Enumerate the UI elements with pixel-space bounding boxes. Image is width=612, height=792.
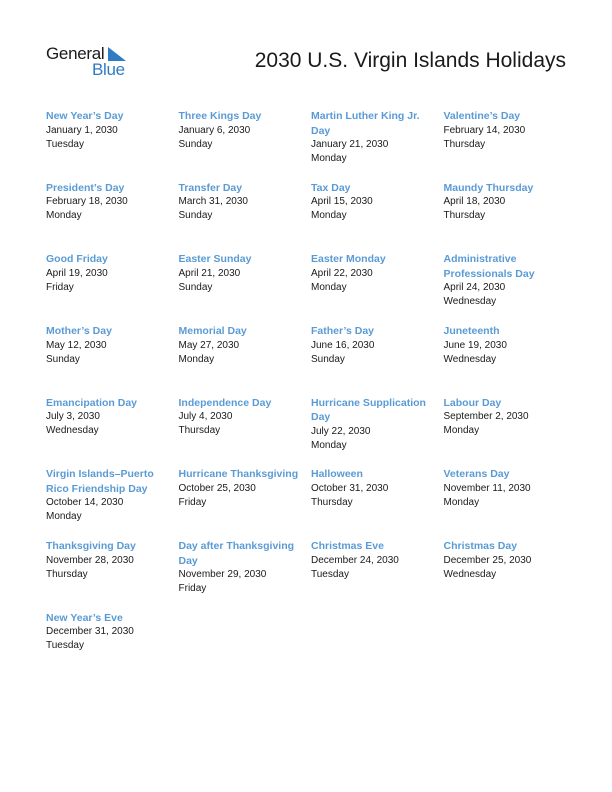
holiday-weekday: Thursday <box>443 138 486 150</box>
holiday-name: President’s Day <box>46 181 125 194</box>
holiday-item <box>179 324 312 396</box>
holiday-date: October 25, 2030 <box>178 482 256 494</box>
holiday-date: July 4, 2030 <box>178 411 233 423</box>
logo-text-general: General <box>46 44 105 63</box>
holiday-name: Day after Thanksgiving Day <box>178 540 295 567</box>
holiday-weekday: Monday <box>46 511 82 523</box>
holiday-date: July 3, 2030 <box>46 411 100 423</box>
holiday-name: Administrative Professionals Day <box>443 253 535 280</box>
holiday-weekday: Thursday <box>443 210 486 222</box>
holiday-item <box>444 396 577 468</box>
holiday-item <box>46 467 179 539</box>
holiday-date: December 25, 2030 <box>443 554 532 566</box>
holiday-name: Tax Day <box>311 181 351 194</box>
holiday-weekday: Sunday <box>178 281 213 293</box>
holiday-name: Valentine’s Day <box>443 110 521 122</box>
holiday-name: Juneteenth <box>443 325 500 338</box>
holiday-item <box>179 396 312 468</box>
holiday-weekday: Monday <box>311 281 347 293</box>
holiday-weekday: Thursday <box>46 568 88 580</box>
holiday-name: Three Kings Day <box>178 110 262 122</box>
holiday-item <box>179 539 312 611</box>
holiday-grid <box>46 109 576 683</box>
holiday-name: Virgin Islands–Puerto Rico Friendship Day <box>46 468 154 495</box>
holiday-date: January 6, 2030 <box>178 124 251 136</box>
holiday-date: June 16, 2030 <box>311 339 375 351</box>
holiday-item <box>46 181 179 253</box>
holiday-date: April 19, 2030 <box>46 267 108 279</box>
holiday-date: April 15, 2030 <box>311 196 373 208</box>
holiday-weekday: Thursday <box>311 496 353 508</box>
holiday-weekday: Wednesday <box>443 353 497 365</box>
holiday-item <box>46 539 179 611</box>
holiday-weekday: Friday <box>178 496 207 508</box>
holiday-date: May 27, 2030 <box>178 339 240 351</box>
holiday-weekday: Monday <box>46 210 82 222</box>
holiday-date: October 31, 2030 <box>311 482 389 494</box>
holiday-weekday: Monday <box>311 210 347 222</box>
logo-triangle-icon <box>108 47 126 61</box>
logo-text-blue: Blue <box>92 60 125 79</box>
holiday-item <box>444 467 577 539</box>
holiday-name: Good Friday <box>46 253 108 266</box>
holiday-date: January 21, 2030 <box>311 139 389 150</box>
holiday-date: December 24, 2030 <box>311 554 399 566</box>
holiday-weekday: Thursday <box>178 425 221 437</box>
holiday-item <box>311 467 444 539</box>
holiday-name: Christmas Day <box>443 540 518 553</box>
holiday-date: April 21, 2030 <box>178 267 241 279</box>
holiday-item <box>46 324 179 396</box>
holiday-name: Hurricane Thanksgiving <box>178 468 299 481</box>
holiday-weekday: Monday <box>311 439 347 451</box>
holiday-weekday: Wednesday <box>443 296 497 308</box>
holiday-name: Father’s Day <box>311 325 375 338</box>
holiday-name: Emancipation Day <box>46 396 138 409</box>
holiday-date: April 18, 2030 <box>443 196 506 208</box>
holiday-weekday: Tuesday <box>46 640 84 652</box>
holiday-weekday: Wednesday <box>443 568 497 580</box>
holiday-name: Veterans Day <box>443 468 510 481</box>
holiday-item <box>444 252 577 324</box>
holiday-name: Martin Luther King Jr. Day <box>311 110 420 137</box>
holiday-date: June 19, 2030 <box>443 339 507 351</box>
holiday-weekday: Sunday <box>178 210 213 222</box>
holiday-name: Maundy Thursday <box>443 181 534 194</box>
holiday-date: July 22, 2030 <box>311 425 371 437</box>
holiday-weekday: Monday <box>311 153 347 164</box>
holiday-weekday: Sunday <box>311 353 345 365</box>
holiday-date: November 29, 2030 <box>178 569 267 581</box>
holiday-item <box>444 539 577 611</box>
page-title: 2030 U.S. Virgin Islands Holidays <box>254 49 566 72</box>
holiday-name: Thanksgiving Day <box>46 540 136 553</box>
holiday-date: December 31, 2030 <box>46 626 134 638</box>
holiday-item <box>46 396 179 468</box>
holiday-item <box>311 109 444 181</box>
generalblue-logo <box>46 44 136 80</box>
holiday-date: April 24, 2030 <box>443 282 506 294</box>
holiday-weekday: Sunday <box>46 353 80 365</box>
holiday-name: Labour Day <box>443 396 502 409</box>
holiday-item <box>46 252 179 324</box>
holiday-item <box>179 252 312 324</box>
holiday-name: Halloween <box>311 468 363 481</box>
holiday-name: Christmas Eve <box>311 540 384 553</box>
holiday-name: Independence Day <box>178 396 272 409</box>
holiday-date: January 1, 2030 <box>46 124 118 136</box>
holiday-weekday: Sunday <box>178 138 213 150</box>
holiday-name: Mother’s Day <box>46 325 112 338</box>
holiday-item <box>46 611 179 683</box>
holiday-date: March 31, 2030 <box>178 196 248 208</box>
holiday-weekday: Monday <box>178 353 215 365</box>
holiday-date: October 14, 2030 <box>46 497 124 509</box>
holiday-weekday: Wednesday <box>46 425 99 437</box>
holiday-item <box>311 539 444 611</box>
holiday-date: May 12, 2030 <box>46 339 107 351</box>
holiday-weekday: Friday <box>46 281 74 293</box>
holiday-name: Transfer Day <box>178 181 243 194</box>
holiday-name: New Year’s Eve <box>46 611 123 624</box>
holiday-date: November 28, 2030 <box>46 554 134 566</box>
holiday-name: Easter Monday <box>311 253 386 266</box>
holiday-item <box>444 181 577 253</box>
holiday-item <box>311 324 444 396</box>
holiday-name: Hurricane Supplication Day <box>311 396 426 424</box>
holiday-item <box>179 467 312 539</box>
holiday-date: February 18, 2030 <box>46 196 128 208</box>
holiday-item <box>444 324 577 396</box>
holiday-weekday: Monday <box>443 425 480 437</box>
holiday-date: February 14, 2030 <box>443 124 526 136</box>
holiday-date: April 22, 2030 <box>311 267 373 279</box>
holiday-item <box>179 181 312 253</box>
holiday-item <box>311 181 444 253</box>
holiday-item <box>444 109 577 181</box>
holiday-name: New Year’s Day <box>46 110 124 122</box>
holiday-item <box>46 109 179 181</box>
holiday-item <box>311 252 444 324</box>
holiday-item <box>179 109 312 181</box>
holiday-date: September 2, 2030 <box>443 411 529 423</box>
holiday-name: Easter Sunday <box>178 253 252 266</box>
holiday-item <box>311 396 444 468</box>
holiday-weekday: Tuesday <box>311 568 349 580</box>
holiday-weekday: Friday <box>178 583 207 595</box>
holiday-weekday: Monday <box>443 496 480 508</box>
holiday-name: Memorial Day <box>178 325 247 338</box>
holiday-weekday: Tuesday <box>46 138 84 150</box>
holiday-date: November 11, 2030 <box>443 482 531 494</box>
